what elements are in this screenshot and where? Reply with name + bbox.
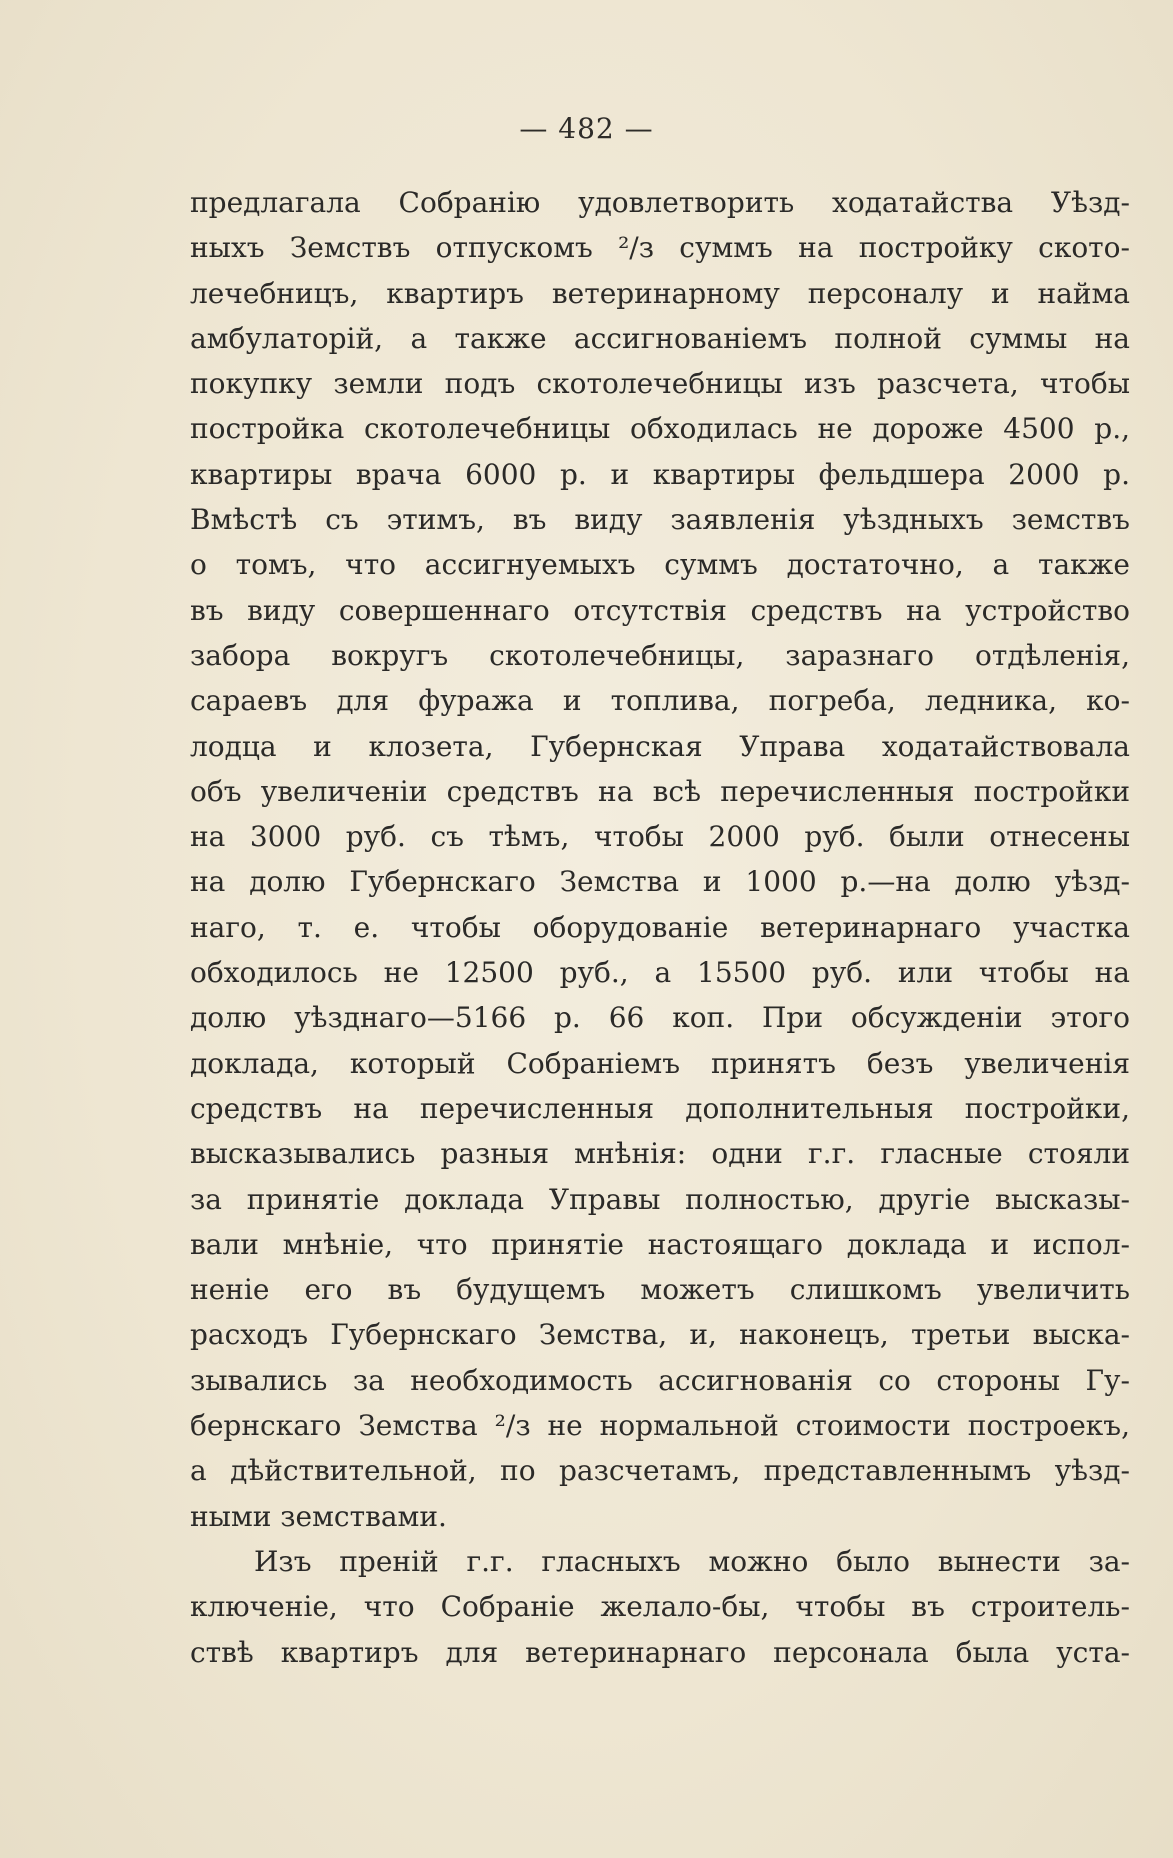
text-line: объ увеличеніи средствъ на всѣ перечисленныя постройки	[190, 774, 1130, 808]
text-line: ныхъ Земствъ отпускомъ ²/з суммъ на постройку ското-	[190, 231, 1130, 265]
text-line: неніе его въ будущемъ можетъ слишкомъ увеличить	[190, 1273, 1130, 1307]
text-line: покупку земли подъ скотолечебницы изъ разсчета, чтобы	[190, 367, 1130, 401]
text-line: долю уѣзднаго—5166 р. 66 коп. При обсужденіи этого	[190, 1001, 1130, 1035]
text-line: Изъ преній г.г. гласныхъ можно было вынести за-	[254, 1544, 1130, 1578]
text-line: ключеніе, что Собраніе желало-бы, чтобы въ строитель-	[190, 1590, 1130, 1624]
text-line: въ виду совершеннаго отсутствія средствъ на устройство	[190, 593, 1130, 627]
text-line: ствѣ квартиръ для ветеринарнаго персонала была уста-	[190, 1635, 1130, 1669]
text-line: расходъ Губернскаго Земства, и, наконецъ, третьи выска-	[190, 1318, 1130, 1352]
text-line: высказывались разныя мнѣнія: одни г.г. гласные стояли	[190, 1137, 1130, 1171]
text-line: бернскаго Земства ²/з не нормальной стоимости построекъ,	[190, 1409, 1130, 1443]
text-line: постройка скотолечебницы обходилась не дороже 4500 р.,	[190, 412, 1130, 446]
text-line: предлагала Собранію удовлетворить ходатайства Уѣзд-	[190, 186, 1130, 219]
text-line: средствъ на перечисленныя дополнительныя постройки,	[190, 1091, 1130, 1125]
text-line: за принятіе доклада Управы полностью, другіе высказы-	[190, 1182, 1130, 1216]
text-line: доклада, который Собраніемъ принятъ безъ увеличенія	[190, 1046, 1130, 1080]
text-line: вали мнѣніе, что принятіе настоящаго доклада и испол-	[190, 1227, 1130, 1261]
text-line: забора вокругъ скотолечебницы, заразнаго отдѣленія,	[190, 638, 1130, 672]
text-line: лодца и клозета, Губернская Управа ходатайствовала	[190, 729, 1130, 763]
paragraph-1	[190, 180, 1130, 1539]
text-line: лечебницъ, квартиръ ветеринарному персоналу и найма	[190, 276, 1130, 310]
text-line: о томъ, что ассигнуемыхъ суммъ достаточно, а также	[190, 548, 1130, 582]
text-line: зывались за необходимость ассигнованія со стороны Гу-	[190, 1363, 1130, 1397]
text-line: а дѣйствительной, по разсчетамъ, представленнымъ уѣзд-	[190, 1454, 1130, 1488]
text-line: квартиры врача 6000 р. и квартиры фельдшера 2000 р.	[190, 457, 1130, 491]
text-line: на 3000 руб. съ тѣмъ, чтобы 2000 руб. были отнесены	[190, 820, 1130, 854]
paragraph-2	[190, 1539, 1130, 1675]
text-line: сараевъ для фуража и топлива, погреба, ледника, ко-	[190, 684, 1130, 718]
body-text	[190, 180, 1130, 1675]
text-line: Вмѣстѣ съ этимъ, въ виду заявленія уѣздныхъ земствъ	[190, 503, 1130, 537]
text-line: наго, т. е. чтобы оборудованіе ветеринарнаго участка	[190, 910, 1130, 944]
text-line: ными земствами.	[190, 1499, 447, 1533]
text-line: амбулаторій, а также ассигнованіемъ полной суммы на	[190, 321, 1130, 355]
text-line: на долю Губернскаго Земства и 1000 р.—на долю уѣзд-	[190, 865, 1130, 899]
page-number: — 482 —	[519, 112, 654, 145]
text-line: обходилось не 12500 руб., а 15500 руб. или чтобы на	[190, 956, 1130, 990]
